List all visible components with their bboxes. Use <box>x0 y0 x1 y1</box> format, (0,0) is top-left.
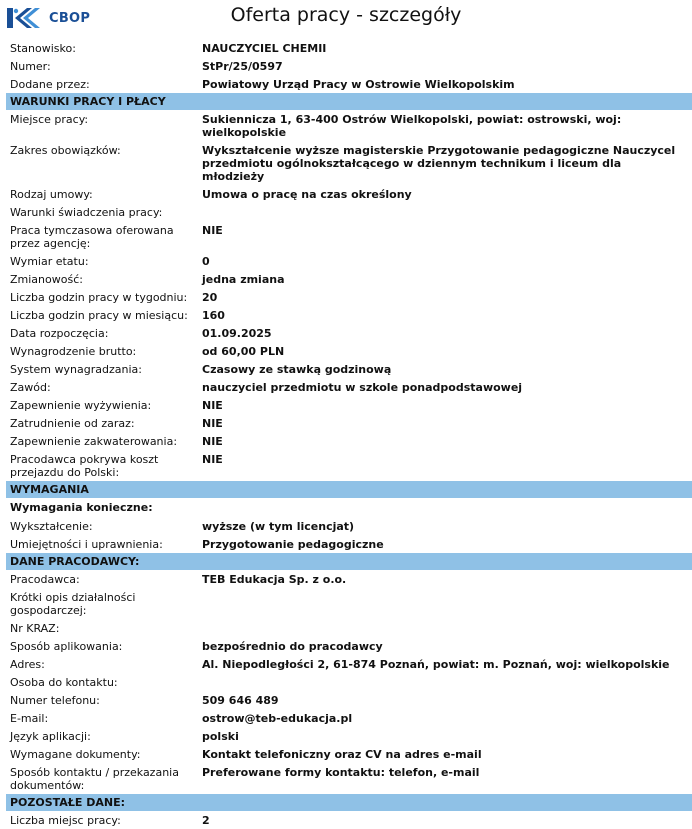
detail-row <box>6 745 692 763</box>
detail-label: Sposób aplikowania: <box>10 639 123 653</box>
email-value: ostrow@teb-edukacja.pl <box>202 711 353 725</box>
detail-label: E-mail: <box>10 711 49 725</box>
detail-value: 20 <box>202 290 218 304</box>
detail-row <box>6 414 692 432</box>
detail-value: NIE <box>202 434 223 448</box>
detail-row <box>6 691 692 709</box>
detail-row <box>6 288 692 306</box>
page-title: Oferta pracy - szczegóły <box>230 4 462 26</box>
detail-value: StPr/25/0597 <box>202 59 283 73</box>
detail-label: Zapewnienie zakwaterowania: <box>10 434 178 448</box>
detail-row <box>6 270 692 288</box>
detail-row <box>6 655 692 673</box>
detail-value: NAUCZYCIEL CHEMII <box>202 41 327 55</box>
detail-label: Praca tymczasowa oferowana przez agencję: <box>10 223 174 250</box>
logo-text: CBOP <box>49 10 91 26</box>
detail-label: Zakres obowiązków: <box>10 143 121 157</box>
detail-label: Rodzaj umowy: <box>10 187 93 201</box>
detail-value: 01.09.2025 <box>202 326 272 340</box>
detail-label: Warunki świadczenia pracy: <box>10 205 163 219</box>
detail-value: Powiatowy Urząd Pracy w Ostrowie Wielkopolskim <box>202 77 515 91</box>
detail-row <box>6 637 692 655</box>
detail-row <box>6 727 692 745</box>
detail-value: Kontakt telefoniczny oraz CV na adres e-mail <box>202 747 482 761</box>
detail-label: Pracodawca pokrywa koszt przejazdu do Polski: <box>10 452 159 479</box>
detail-row-numer <box>6 57 692 75</box>
detail-value: NIE <box>202 398 223 412</box>
detail-label: Liczba godzin pracy w tygodniu: <box>10 290 188 304</box>
detail-row <box>6 141 692 185</box>
detail-row <box>6 306 692 324</box>
detail-value: jedna zmiana <box>202 272 285 286</box>
detail-row <box>6 517 692 535</box>
detail-label: Data rozpoczęcia: <box>10 326 109 340</box>
detail-value <box>198 622 682 635</box>
detail-row <box>6 763 692 794</box>
detail-value: od 60,00 PLN <box>202 344 285 358</box>
detail-label: System wynagradzania: <box>10 362 142 376</box>
section-header-pracodawca: DANE PRACODAWCY: <box>6 553 692 570</box>
detail-row <box>6 378 692 396</box>
detail-label: Stanowisko: <box>10 41 76 55</box>
detail-row <box>6 535 692 553</box>
detail-row <box>6 709 692 727</box>
detail-row <box>6 432 692 450</box>
detail-label: Miejsce pracy: <box>10 112 89 126</box>
detail-value: wyższe (w tym licencjat) <box>202 519 355 533</box>
detail-value <box>198 676 682 689</box>
detail-value: 0 <box>202 254 210 268</box>
detail-row <box>6 221 692 252</box>
detail-label: Dodane przez: <box>10 77 90 91</box>
detail-label: Krótki opis działalności gospodarczej: <box>10 590 136 617</box>
detail-value <box>198 591 682 617</box>
detail-value: Przygotowanie pedagogiczne <box>202 537 384 551</box>
detail-row <box>6 811 692 829</box>
detail-label: Zmianowość: <box>10 272 83 286</box>
detail-label: Pracodawca: <box>10 572 80 586</box>
detail-row <box>6 570 692 588</box>
detail-row <box>6 185 692 203</box>
detail-row <box>6 673 692 691</box>
page-header <box>0 0 692 34</box>
phone-value: 509 646 489 <box>202 693 279 707</box>
section-header-warunki: WARUNKI PRACY I PŁACY <box>6 93 692 110</box>
detail-row <box>6 252 692 270</box>
detail-value: TEB Edukacja Sp. z o.o. <box>202 572 347 586</box>
detail-value: polski <box>202 729 239 743</box>
detail-label: Umiejętności i uprawnienia: <box>10 537 163 551</box>
detail-label: Zapewnienie wyżywienia: <box>10 398 152 412</box>
detail-row <box>6 342 692 360</box>
detail-value: Al. Niepodległości 2, 61-874 Poznań, powiat: m. Poznań, woj: wielkopolskie <box>202 657 670 671</box>
detail-row <box>6 396 692 414</box>
detail-label: Język aplikacji: <box>10 729 91 743</box>
detail-row <box>6 360 692 378</box>
offer-details <box>6 39 692 829</box>
detail-value: NIE <box>202 452 223 466</box>
detail-label: Liczba miejsc pracy: <box>10 813 121 827</box>
detail-value: 160 <box>202 308 225 322</box>
detail-label: Adres: <box>10 657 45 671</box>
detail-label: Zawód: <box>10 380 51 394</box>
detail-label: Numer: <box>10 59 51 73</box>
section-header-wymagania: WYMAGANIA <box>6 481 692 498</box>
detail-value: nauczyciel przedmiotu w szkole ponadpodstawowej <box>202 380 523 394</box>
detail-value: Czasowy ze stawką godzinową <box>202 362 392 376</box>
detail-row <box>6 203 692 221</box>
detail-label: Sposób kontaktu / przekazania dokumentów: <box>10 765 179 792</box>
detail-label: Wykształcenie: <box>10 519 93 533</box>
detail-label: Wymiar etatu: <box>10 254 89 268</box>
detail-value <box>198 206 682 219</box>
detail-value: 2 <box>202 813 210 827</box>
section-header-pozostale: POZOSTAŁE DANE: <box>6 794 692 811</box>
detail-row <box>6 450 692 481</box>
detail-value: Preferowane formy kontaktu: telefon, e-mail <box>202 765 480 779</box>
detail-row <box>6 324 692 342</box>
detail-row <box>6 619 692 637</box>
detail-row-stanowisko <box>6 39 692 57</box>
detail-label: Wynagrodzenie brutto: <box>10 344 137 358</box>
detail-value: NIE <box>202 223 223 237</box>
detail-label: Numer telefonu: <box>10 693 100 707</box>
detail-value: Umowa o pracę na czas określony <box>202 187 412 201</box>
detail-value: bezpośrednio do pracodawcy <box>202 639 383 653</box>
detail-value: NIE <box>202 416 223 430</box>
detail-label: Nr KRAZ: <box>10 621 60 635</box>
detail-row <box>6 110 692 141</box>
subheading-wymagania-konieczne: Wymagania konieczne: <box>10 501 153 514</box>
detail-label: Wymagane dokumenty: <box>10 747 141 761</box>
detail-row <box>6 588 692 619</box>
detail-label: Zatrudnienie od zaraz: <box>10 416 135 430</box>
detail-value: Sukiennicza 1, 63-400 Ostrów Wielkopolski, powiat: ostrowski, woj: wielkopolskie <box>202 112 622 139</box>
detail-row-dodane-przez <box>6 75 692 93</box>
detail-label: Osoba do kontaktu: <box>10 675 118 689</box>
detail-label: Liczba godzin pracy w miesiącu: <box>10 308 188 322</box>
detail-value: Wykształcenie wyższe magisterskie Przygotowanie pedagogiczne Nauczycel przedmiotu ogólnokształcącego w dziennym technikum i liceum dla młodzieży <box>202 143 676 183</box>
